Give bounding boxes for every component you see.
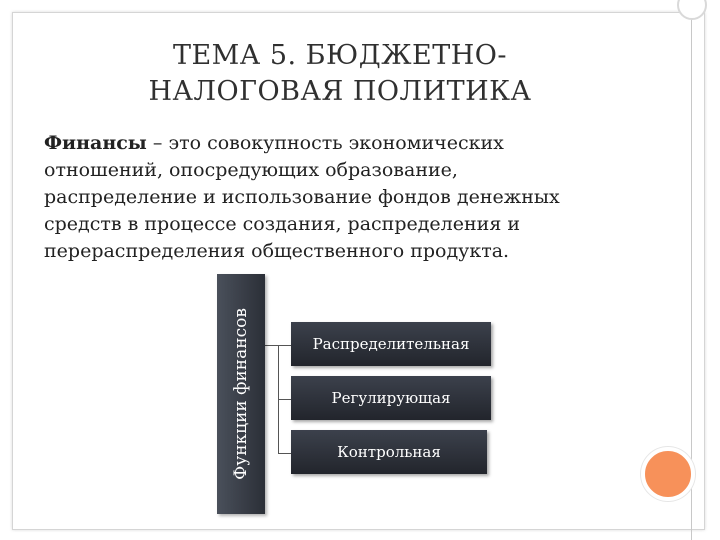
slide-title <box>60 38 620 110</box>
decorative-vertical-line <box>691 0 692 540</box>
function-box-distributive <box>291 322 491 366</box>
functions-root-box <box>217 274 265 514</box>
definition-term: Финансы <box>44 132 147 154</box>
definition-paragraph <box>44 130 604 265</box>
definition-text: – это совокупность экономических отношений, опосредующих образование, распределение и использование фондов денежных средств в процессе создания, распределения и перераспределения общественного продукта. <box>44 132 560 262</box>
function-label: Контрольная <box>337 443 441 461</box>
connector-branch-2 <box>278 399 291 400</box>
functions-root-label: Функции финансов <box>231 308 251 480</box>
decorative-circle-orange <box>641 447 695 501</box>
title-line-1: ТЕМА 5. БЮДЖЕТНО- <box>172 40 508 71</box>
function-box-control <box>291 430 487 474</box>
function-label: Регулирующая <box>331 389 451 407</box>
connector-branch-1 <box>265 345 291 346</box>
function-label: Распределительная <box>312 335 470 353</box>
connector-branch-3 <box>278 453 291 454</box>
title-line-2: НАЛОГОВАЯ ПОЛИТИКА <box>148 76 532 107</box>
function-box-regulating <box>291 376 491 420</box>
